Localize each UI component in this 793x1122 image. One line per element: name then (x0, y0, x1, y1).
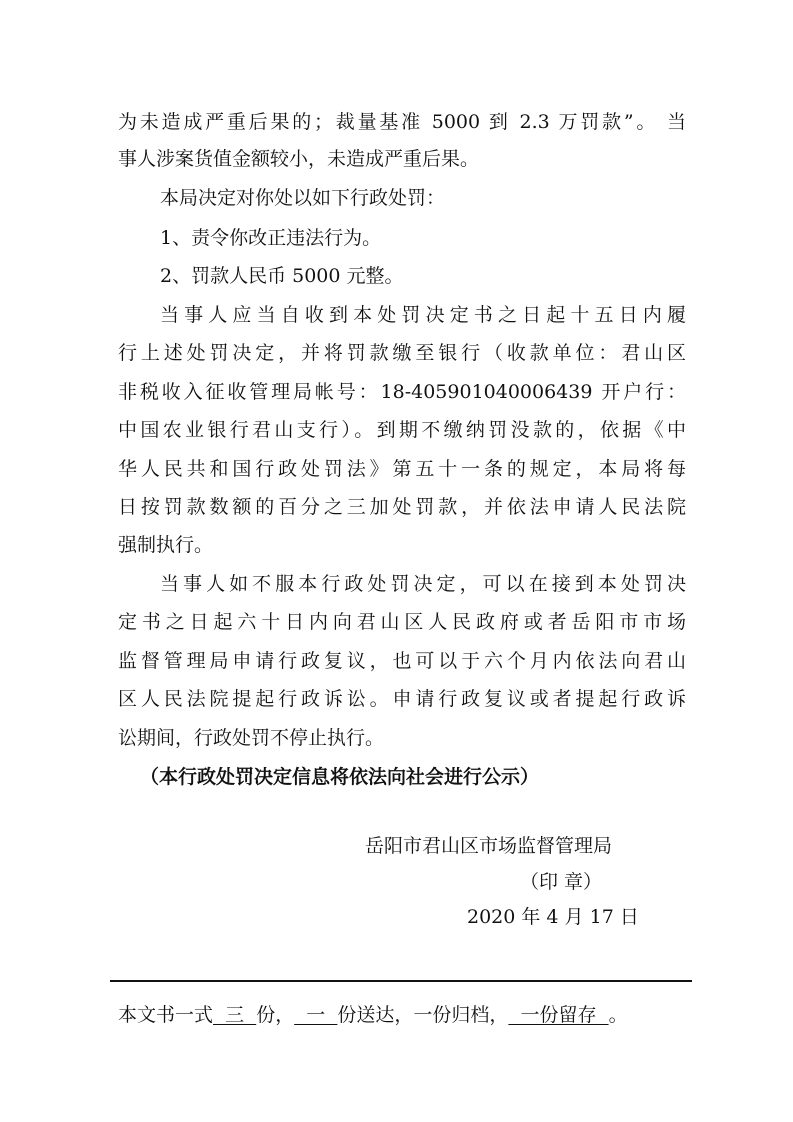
footer-middle: 份送达，一份归档， (337, 1004, 509, 1026)
footer-end: 。 (608, 1004, 628, 1026)
document-date: 2020 年 4 月 17 日 (467, 906, 639, 928)
body-line-2: 事人涉案货值金额较小，未造成严重后果。 (118, 148, 480, 170)
seal-placeholder: （印 章） (520, 871, 603, 893)
agency-name: 岳阳市君山区市场监督管理局 (365, 835, 613, 857)
body-line-14: 定书之日起六十日内向君山区人民政府或者岳阳市市场 (118, 611, 686, 633)
body-line-1: 为未造成严重后果的；裁量基准 5000 到 2.3 万罚款”。 当 (118, 111, 686, 133)
body-line-9: 中国农业银行君山支行）。到期不缴纳罚没款的，依据《中 (118, 419, 686, 441)
body-line-12: 强制执行。 (118, 534, 214, 556)
footer-divider (110, 980, 692, 982)
footer-copies-note (118, 1003, 693, 1027)
footer-copies-label: 份， (256, 1004, 295, 1026)
public-notice: （本行政处罚决定信息将依法向社会进行公示） (140, 766, 540, 788)
body-line-13: 当事人如不服本行政处罚决定，可以在接到本处罚决 (160, 573, 686, 595)
footer-copies-sent: 一 (294, 1004, 338, 1026)
body-line-6: 当事人应当自收到本处罚决定书之日起十五日内履 (160, 304, 686, 326)
penalty-item-1: 1、责令你改正违法行为。 (160, 227, 382, 249)
body-line-10: 华人民共和国行政处罚法》第五十一条的规定，本局将每 (118, 458, 686, 480)
body-line-11: 日按罚款数额的百分之三加处罚款，并依法申请人民法院 (118, 496, 686, 518)
body-line-7: 行上述处罚决定，并将罚款缴至银行（收款单位：君山区 (118, 342, 686, 364)
body-line-16: 区人民法院提起行政诉讼。申请行政复议或者提起行政诉 (118, 688, 686, 710)
footer-copies-total: 三 (213, 1004, 257, 1026)
body-line-3: 本局决定对你处以如下行政处罚： (160, 187, 446, 209)
footer-prefix: 本文书一式 (118, 1004, 214, 1026)
body-line-8: 非税收入征收管理局帐号：18-405901040006439 开户行： (118, 381, 686, 403)
penalty-item-2: 2、罚款人民币 5000 元整。 (160, 265, 404, 287)
body-line-15: 监督管理局申请行政复议，也可以于六个月内依法向君山 (118, 650, 686, 672)
footer-copies-retained: 一份留存 (508, 1004, 609, 1026)
body-line-17: 讼期间，行政处罚不停止执行。 (118, 727, 385, 749)
